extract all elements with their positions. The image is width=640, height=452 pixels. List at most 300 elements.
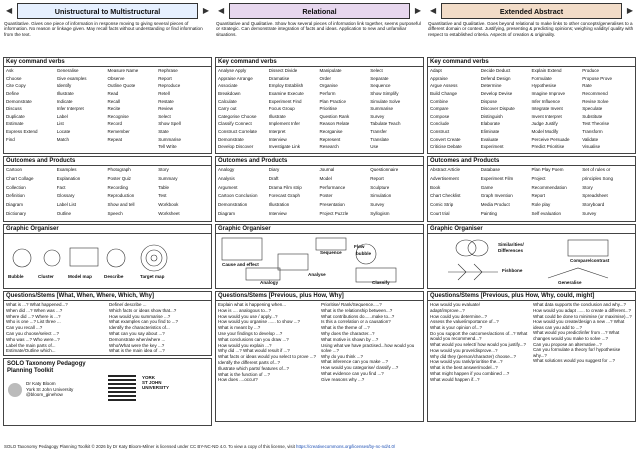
list-cell: Examine Execute — [268, 90, 304, 96]
list-cell: Organise — [319, 83, 338, 89]
questions-section — [427, 291, 636, 422]
list-cell: Record — [107, 121, 123, 127]
author-avatar — [8, 383, 22, 397]
section-heading: Graphic Organiser — [216, 225, 423, 234]
arrow-right-icon: ▶ — [202, 6, 209, 15]
question-item: Why do you think ...? — [321, 353, 364, 359]
go-label: Fishbone — [502, 268, 523, 273]
section-heading: Key command verbs — [428, 58, 635, 67]
list-cell: Prioritise — [319, 106, 338, 112]
venn-left-icon — [456, 240, 476, 256]
question-item: Can you formulate a theory for/ hypothesise why...? — [533, 347, 621, 358]
section-heading: Key command verbs — [216, 58, 423, 67]
question-item: What examples can you find to ...? — [109, 319, 179, 325]
questions-grid — [216, 301, 423, 421]
list-cell: Interview — [268, 136, 287, 142]
graphic-organiser-section — [427, 224, 636, 289]
list-cell: Game — [480, 184, 494, 190]
list-cell: Model — [319, 175, 332, 181]
question-item: Prioritise/ Rank/Sequence.....? — [321, 302, 382, 307]
list-cell: Categorise Choose — [218, 113, 257, 119]
verbs-grid — [216, 67, 423, 153]
list-cell: Ask — [6, 68, 14, 73]
list-cell: Report — [158, 75, 172, 81]
generalise-icon — [548, 268, 608, 278]
list-cell: Table — [158, 184, 170, 190]
list-cell: Integrate Invent — [531, 106, 563, 112]
list-cell: Infer Interpret — [56, 106, 84, 112]
list-cell: Identify — [56, 83, 72, 89]
go-label: Classify — [372, 280, 390, 285]
list-cell: Court trial — [430, 211, 450, 217]
go-label: Differences — [498, 248, 524, 253]
arrow-left-icon: ◀ — [430, 6, 437, 15]
question-item: Who was ...? Who were...? — [6, 336, 60, 342]
list-cell: Find — [6, 136, 15, 142]
list-cell: Order — [319, 75, 332, 81]
list-cell: Plan Play Poem — [531, 167, 564, 172]
go-label: Cause and effect — [222, 262, 259, 267]
section-heading: Outcomes and Products — [4, 157, 211, 166]
question-item: What would you predict/infer from ...? What changes would you make to solve ...? — [533, 330, 620, 341]
list-cell: Forecast Graph — [268, 193, 301, 199]
list-cell: Recommend — [582, 90, 608, 96]
list-cell: Explain Extend — [531, 68, 562, 73]
list-cell: State — [158, 129, 169, 135]
go-label: Describe — [104, 274, 124, 279]
column-description: Quantitative. Gives one piece of information in response moving to giving several pieces of information. No reason or linkage given. May recall facts without understanding or find information from the text. — [4, 21, 203, 37]
list-cell: Compare — [430, 106, 449, 112]
author-info — [26, 381, 73, 398]
list-cell: Indicate — [56, 98, 73, 104]
list-cell: Recite — [107, 106, 121, 112]
list-cell — [57, 144, 108, 152]
question-item: Identify the characteristics of... — [109, 325, 170, 331]
list-cell: Analogy — [218, 167, 235, 172]
list-cell: Role play — [531, 202, 551, 208]
list-cell: Restate — [158, 98, 174, 104]
question-item: What is meant by ...? — [218, 325, 261, 331]
list-cell: Translate — [370, 136, 389, 142]
list-cell: Transfer — [370, 129, 387, 135]
list-cell: Show Spell — [158, 121, 181, 127]
list-cell: Separate — [370, 75, 389, 81]
list-cell: Express Extend — [6, 129, 38, 135]
list-cell: Plan Practice — [319, 98, 347, 104]
list-cell: Report — [531, 193, 546, 199]
list-cell: Develop Discover — [218, 144, 254, 150]
question-item: Can you recall ...? — [6, 325, 43, 331]
list-cell: Evaluate — [480, 136, 499, 142]
question-item: How would you use / apply...? — [218, 313, 278, 319]
question-item: Identify the different parts of...? — [218, 359, 280, 365]
list-cell: Dissect Divide — [268, 68, 298, 73]
outcomes-section — [427, 156, 636, 222]
list-cell: Classify Connect — [218, 121, 252, 127]
list-cell: Show Simplify — [370, 90, 399, 96]
question-item: Can you propose an alternative...? — [533, 341, 602, 347]
list-cell: Self evaluation — [531, 211, 562, 217]
list-cell: Use — [370, 144, 379, 150]
list-cell: Recording — [107, 184, 129, 190]
list-cell: Defend Design — [480, 75, 511, 81]
list-cell: List — [56, 121, 64, 127]
question-item: Using what we have practised...how would you solve ...? — [321, 342, 415, 353]
list-cell: Collection — [6, 184, 26, 190]
section-heading: Graphic Organiser — [4, 225, 211, 234]
list-cell: Produce — [582, 68, 600, 73]
list-cell: Convert Create — [430, 136, 461, 142]
questions-grid — [4, 301, 211, 355]
list-cell — [6, 144, 57, 152]
list-cell: Spreadsheet — [582, 193, 608, 199]
question-item: What facts or ideas would you select to prove ...? — [218, 354, 317, 360]
question-item: Use your findings to develop ...? — [218, 330, 283, 336]
list-cell: Simulate Solve — [370, 98, 401, 104]
list-cell: Transform — [582, 129, 603, 135]
questions-right — [321, 302, 421, 420]
list-cell: Construct — [430, 129, 450, 135]
list-cell: Illustration — [268, 202, 290, 208]
go-label: Compare/contrast — [570, 258, 610, 263]
list-cell: Chart Collage — [6, 175, 34, 181]
list-cell: Define — [6, 90, 20, 96]
organiser-diagrams — [4, 234, 211, 288]
list-cell: Hypothesise — [531, 83, 557, 89]
question-item: When did ...? When was ...? — [6, 307, 63, 313]
question-item: How would you adapt ...... to create a different...? — [533, 307, 631, 313]
list-cell: Decide Deduct — [480, 68, 511, 73]
list-cell: Conclude — [430, 121, 450, 127]
list-cell: Explanation — [56, 175, 81, 181]
list-cell: Diagram — [218, 211, 236, 217]
list-cell: Examples — [56, 167, 77, 172]
questions-section — [3, 291, 212, 356]
list-cell: Story — [582, 184, 593, 190]
list-cell: Research — [319, 144, 339, 150]
question-item: What is your opinion of...? — [430, 325, 483, 331]
list-cell: Interview — [268, 211, 287, 217]
question-item: How would you categorise/ classify ...? — [321, 365, 399, 371]
list-cell: Sequence — [370, 83, 391, 89]
list-cell: Diagram — [6, 202, 24, 208]
compare-contrast-icon — [568, 240, 608, 256]
list-cell: Painting — [480, 211, 498, 217]
arrow-right-icon: ▶ — [414, 6, 421, 15]
go-label: Generalise — [558, 280, 582, 285]
question-item: What might happen if you combined ...? — [430, 371, 510, 377]
list-cell: Speech — [107, 211, 123, 217]
license-footer — [4, 444, 395, 449]
question-item: How does ....occur? — [218, 377, 258, 383]
list-cell: Appraise Arrange — [218, 75, 253, 81]
list-cell: Infer Influence — [531, 98, 561, 104]
flow-icon — [278, 254, 308, 270]
list-cell: Summarise — [158, 136, 182, 142]
graphic-organiser-section — [215, 224, 424, 289]
author-handle: @bloom_ginehow — [26, 392, 63, 398]
list-cell: Project — [531, 175, 546, 181]
list-cell: Set of rules or — [582, 167, 611, 172]
list-cell: Photograph — [107, 167, 131, 172]
list-cell: Investigate Link — [268, 144, 301, 150]
university-logo: YORK ST JOHN UNIVERSITY — [142, 375, 170, 391]
graphic-organiser-area — [4, 234, 211, 288]
question-item: What could be done to minimise (or maximise)...? — [533, 313, 632, 319]
license-link[interactable]: https://creativecommons.org/licenses/by-nc-nd/4.0/ — [296, 444, 396, 449]
list-cell: Employ Establish — [268, 83, 304, 89]
question-item: What is the main idea of ...? — [109, 348, 165, 354]
list-cell: Combine — [430, 98, 449, 104]
list-cell: Recall — [107, 98, 121, 104]
verbs-section — [427, 57, 636, 154]
question-item: What conclusions can you draw ...? — [218, 336, 289, 342]
go-label: Analyse — [308, 272, 326, 277]
list-cell: Manipulate — [319, 68, 342, 73]
list-cell: Test — [158, 193, 167, 199]
list-cell: Repeat — [107, 136, 123, 142]
list-cell: Analyse Apply — [218, 68, 247, 73]
question-item: What data supports the conclusion and why...? — [533, 302, 626, 307]
list-cell: Poster Quiz — [107, 175, 132, 181]
model-map-icon — [70, 248, 98, 266]
question-item: Who/What were the key ...? — [109, 342, 165, 348]
go-label: Model map — [68, 274, 92, 279]
list-cell: Workbook — [158, 202, 179, 208]
question-item: What is the theme of ...? — [321, 325, 370, 331]
list-cell: Definition — [6, 193, 25, 199]
question-item: What is the best answer/model...? — [430, 365, 498, 371]
arrow-left-icon: ◀ — [6, 6, 13, 15]
list-cell: Give examples — [56, 75, 87, 81]
verbs-section — [215, 57, 424, 154]
list-cell: Fact — [56, 184, 66, 190]
list-cell: Drama Film strip — [268, 184, 302, 190]
list-cell: Discuss — [6, 106, 22, 112]
list-cell: Review — [158, 106, 174, 112]
list-cell: Determine — [480, 83, 502, 89]
list-cell: Test Theorise — [582, 121, 610, 127]
question-item: Label the main parts of... — [6, 342, 56, 348]
list-cell: Read — [107, 90, 119, 96]
list-cell: Outline — [56, 211, 72, 217]
list-cell: Experiment Film — [480, 175, 514, 181]
list-cell: Comic Strip — [430, 202, 454, 208]
list-cell: Demonstration — [218, 202, 248, 208]
list-cell: Observe — [107, 75, 125, 81]
question-item: What is the function of ...? — [218, 371, 271, 377]
target-map-icon — [141, 245, 167, 271]
list-cell: Reproduction — [107, 193, 135, 199]
question-item: adapt/improve...? — [430, 307, 465, 313]
list-cell: Build Change — [430, 90, 458, 96]
go-label: Target map — [140, 274, 165, 279]
question-item: How would you evaluate/ — [430, 302, 481, 307]
list-cell: Diary — [268, 167, 280, 172]
list-cell: Interpret — [268, 129, 286, 135]
question-item: What would happen if...? — [430, 376, 480, 382]
list-cell: Glossary — [56, 193, 75, 199]
list-cell: Summarise — [370, 106, 394, 112]
graphic-organiser-area — [216, 234, 423, 288]
column-unistructural — [3, 3, 212, 441]
list-cell: Dictionary — [6, 211, 27, 217]
list-cell: Elaborate — [480, 121, 501, 127]
outcomes-grid — [428, 166, 635, 221]
graphic-organiser-section — [3, 224, 212, 289]
list-cell: Select — [158, 113, 171, 119]
list-cell: Visualise — [582, 144, 601, 150]
list-cell: Model Modify — [531, 129, 559, 135]
list-cell: Substitute — [582, 113, 603, 119]
question-item: Give reasons why ...? — [321, 376, 365, 382]
list-cell: Performance — [319, 184, 346, 190]
question-item: What would you select/ how would you justify...? — [430, 342, 526, 348]
column-title: ◀ Extended Abstract ▶ — [441, 3, 622, 19]
list-cell: Presentation — [319, 202, 345, 208]
question-item: Define/ describe ... — [109, 302, 147, 307]
outcomes-grid — [216, 166, 423, 221]
question-item: What can you say about ...? — [109, 330, 165, 336]
list-cell: Recommendation — [531, 184, 567, 190]
list-cell: Questionnaire — [370, 167, 399, 172]
list-cell: Adapt — [430, 68, 442, 73]
list-cell: Revise Solve — [582, 98, 609, 104]
list-cell: Perform — [319, 90, 336, 96]
list-cell: Cartoon — [6, 167, 23, 172]
outcomes-section — [215, 156, 424, 222]
column-extended-abstract — [427, 3, 636, 441]
section-heading: Questions/Stems [Previous, plus How, Why, could, might] — [428, 292, 635, 301]
question-item: What contributions do......make to...? — [321, 313, 395, 319]
list-cell: Outline Quote — [107, 83, 136, 89]
list-cell: Summary — [158, 175, 178, 181]
list-cell: principles Song — [582, 175, 614, 181]
questions-left — [6, 302, 106, 354]
list-cell: Project Puzzle — [319, 211, 349, 217]
list-cell: Rephrase — [158, 68, 178, 73]
question-item: What evidence can you find ...? — [321, 371, 384, 377]
list-cell: Abstract Article — [430, 167, 461, 172]
question-item: Is this a correlation or a causation? — [321, 319, 391, 325]
list-cell: Demonstrate — [6, 98, 32, 104]
list-cell: Label — [56, 113, 68, 119]
column-description: Quantitative and Qualitative. Goes beyond relational to make links to other concepts/generalises to a different domain or context. Justifying, presenting & predicting opinions; weighing validity/ quality with respect to established criteria. Aspects of creation & originality. — [428, 21, 634, 37]
questions-grid — [428, 301, 635, 421]
go-label: bubble — [356, 251, 372, 256]
question-item: What is the relationship between...? — [321, 307, 393, 313]
question-item: Do you support the outcomes/actions of...? What would you recommend...? — [430, 330, 528, 342]
author-name: Dr Katy Bloom — [26, 381, 56, 386]
list-cell: Reason Relate — [319, 121, 350, 127]
question-item: How would you summarise ...? — [109, 313, 171, 319]
question-item: How would you organise ...... to show ...? — [218, 319, 301, 325]
analogy-icon — [246, 268, 280, 280]
list-cell: Estimate — [6, 121, 24, 127]
list-cell: Argue Assess — [430, 83, 458, 89]
list-cell: Duplicate — [6, 113, 25, 119]
cluster-map-icon — [44, 250, 60, 266]
list-cell: Appraise — [430, 75, 448, 81]
go-label: Similarities/ — [498, 242, 524, 247]
questions-right — [109, 302, 209, 354]
list-cell: Discover Dispute — [480, 106, 515, 112]
list-cell: Remember — [107, 129, 130, 135]
list-cell: Cartoon Conclusion — [218, 193, 258, 199]
go-label: Flow — [354, 244, 365, 249]
list-cell: Construct Correlate — [218, 129, 258, 135]
question-item: Why did they (person/character) choose...? — [430, 353, 517, 359]
list-cell: Propose Prove — [582, 75, 613, 81]
list-cell: Illustrate — [268, 113, 286, 119]
list-cell: Measure Name — [107, 68, 139, 73]
question-item: How would you prove/disprove...? — [430, 347, 498, 353]
column-title: ◀ Relational ▶ — [229, 3, 410, 19]
questions-left — [430, 302, 530, 420]
list-cell: Develop Devise — [480, 90, 513, 96]
list-cell: Argument — [218, 184, 238, 190]
column-title: ◀ Unistructural to Multistructural ▶ — [17, 3, 198, 19]
outcomes-grid — [4, 166, 211, 221]
list-cell: Represent — [319, 136, 341, 142]
list-cell: Tell Write — [158, 144, 177, 150]
question-item: Demonstrate when/where ... — [109, 336, 166, 342]
list-cell: Worksheet — [158, 211, 180, 217]
list-cell: Survey — [370, 113, 385, 119]
list-cell: Breakdown — [218, 90, 241, 96]
bubble-map-icon — [13, 249, 31, 267]
list-cell: Cite Copy — [6, 83, 26, 89]
list-cell: Match — [56, 136, 70, 142]
question-item: How would you explain ...? — [218, 342, 272, 348]
section-heading: Questions/Stems [What, When, Where, Which, Why] — [4, 292, 211, 301]
list-cell: Retell — [158, 90, 170, 96]
section-heading: Graphic Organiser — [428, 225, 635, 234]
list-cell: Dramatise — [268, 75, 290, 81]
question-item: Which facts or ideas show that...? — [109, 307, 177, 313]
list-cell: Eliminate — [480, 129, 500, 135]
question-item: Who is one ...? List three ... — [6, 319, 61, 325]
column-description: Quantitative and Qualitative. Show how several pieces of information link together, seems purposeful or strategic. Can demonstrate integration of facts and ideas. Application to new and unfamiliar situations. — [216, 21, 421, 37]
list-cell: Story — [158, 167, 169, 172]
list-cell: Syllogism — [370, 211, 390, 217]
section-heading: Outcomes and Products — [216, 157, 423, 166]
list-cell: Calculate — [218, 98, 237, 104]
question-item: What motive is shown by ...? — [321, 336, 379, 342]
list-cell: Predict Prioritise — [531, 144, 565, 150]
list-cell: Reorganise — [319, 129, 343, 135]
verbs-section — [3, 57, 212, 154]
list-cell: Reproduce — [158, 83, 181, 89]
list-cell: Draft — [268, 175, 279, 181]
graphic-organiser-area — [428, 234, 635, 288]
question-item: Illustrate which parts/ features of...? — [218, 365, 290, 371]
list-cell: Report — [370, 175, 384, 181]
verbs-grid — [4, 67, 211, 153]
list-cell: Carry out — [218, 106, 237, 112]
go-label: Cluster — [38, 274, 54, 279]
question-item: Why did ...? What would result if ...? — [218, 348, 290, 354]
list-cell: Focus Group — [268, 106, 295, 112]
list-cell: Imagine Improve — [531, 90, 566, 96]
qr-code-icon — [108, 373, 136, 401]
questions-left — [218, 302, 318, 420]
author-affiliation: York St John University — [26, 386, 74, 392]
question-item: How could you determine...? — [430, 313, 488, 319]
list-cell: Compose — [430, 113, 450, 119]
question-item: Assess the value/importance of...? — [430, 319, 499, 325]
question-item: What solutions would you suggest for ...? — [533, 358, 616, 364]
